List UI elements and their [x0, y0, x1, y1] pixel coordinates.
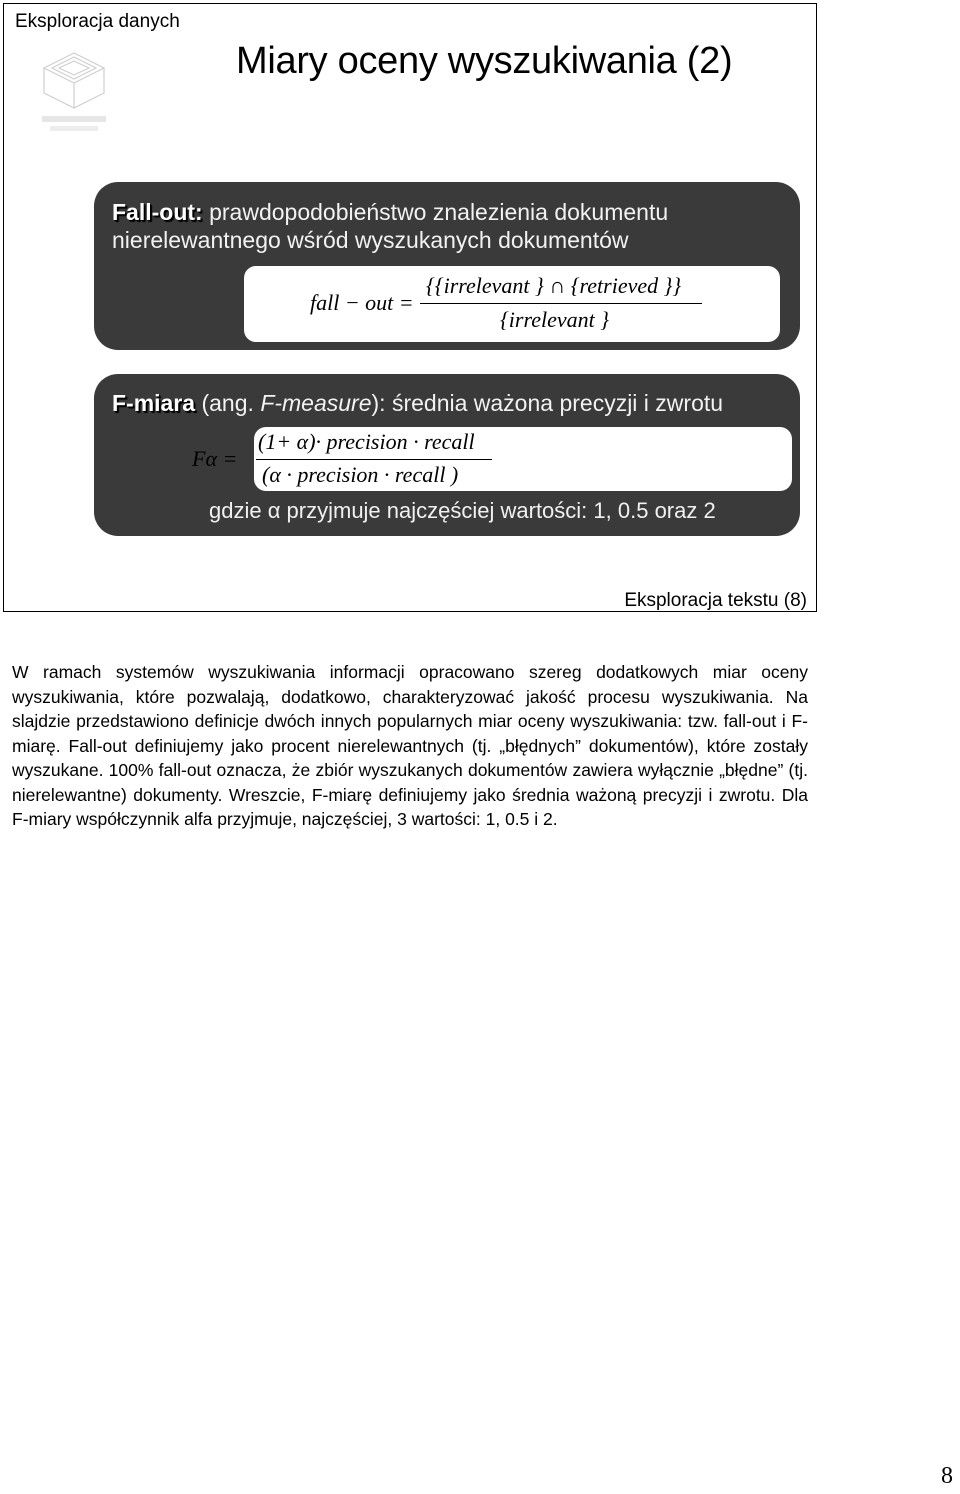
fallout-denominator: {irrelevant }: [500, 307, 610, 332]
fmeasure-formula-lhs: Fα =: [192, 446, 238, 471]
fmeasure-term: F-miara: [112, 390, 196, 416]
university-logo: [34, 38, 114, 138]
fallout-box: [94, 182, 800, 350]
fmeasure-definition-suffix: ): średnia ważona precyzji i zwrotu: [371, 390, 724, 416]
fallout-formula: [244, 266, 780, 342]
fmeasure-formula: [192, 427, 792, 491]
fmeasure-english-name: F-measure: [260, 390, 372, 416]
fmeasure-box: [94, 374, 800, 536]
fallout-term: Fall-out:: [112, 199, 203, 225]
fallout-definition-text: prawdopodobieństwo znalezienia dokumentu nierelewantnego wśród wyszukanych dokumentów: [112, 199, 669, 253]
fmeasure-denominator: (α · precision · recall ): [262, 462, 459, 487]
course-name: Eksploracja danych: [15, 11, 180, 32]
slide-title: Miary oceny wyszukiwania (2): [236, 40, 733, 82]
page-number: 8: [941, 1463, 953, 1489]
fmeasure-definition: [112, 389, 723, 417]
lecture-notes-paragraph: W ramach systemów wyszukiwania informacji opracowano szereg dodatkowych miar oceny wyszukiwania, które pozwalają, dodatkowo, charakteryzować jakość procesu wyszukiwania. Na slajdzie przedstawiono definicje dwóch innych popularnych miar oceny wyszukiwania: tzw. fall-out i F-miarę. Fall-out definiujemy jako procent nierelewantnych (tj. „błędnych” dokumentów), które zostały wyszukane. 100% fall-out oznacza, że zbiór wyszukanych dokumentów zawiera wyłącznie „błędne” (tj. nierelewantne) dokumenty. Wreszcie, F-miarę definiujemy jako średnia ważoną precyzji i zwrotu. Dla F-miary współczynnik alfa przyjmuje, najczęściej, 3 wartości: 1, 0.5 i 2.: [12, 662, 808, 829]
fallout-numerator: {{irrelevant } ∩ {retrieved }}: [426, 273, 682, 298]
fallout-definition: [112, 198, 752, 254]
fmeasure-fraction-bar: [256, 459, 492, 460]
fallout-fraction-bar: [420, 303, 702, 304]
slide-footer: Eksploracja tekstu (8): [624, 590, 807, 611]
fallout-formula-lhs: fall − out =: [310, 290, 414, 315]
alpha-values-note: gdzie α przyjmuje najczęściej wartości: 1, 0.5 oraz 2: [209, 498, 716, 523]
slide: [3, 3, 817, 612]
fmeasure-definition-prefix: (ang.: [195, 390, 261, 416]
fmeasure-numerator: (1+ α)· precision · recall: [258, 429, 475, 454]
